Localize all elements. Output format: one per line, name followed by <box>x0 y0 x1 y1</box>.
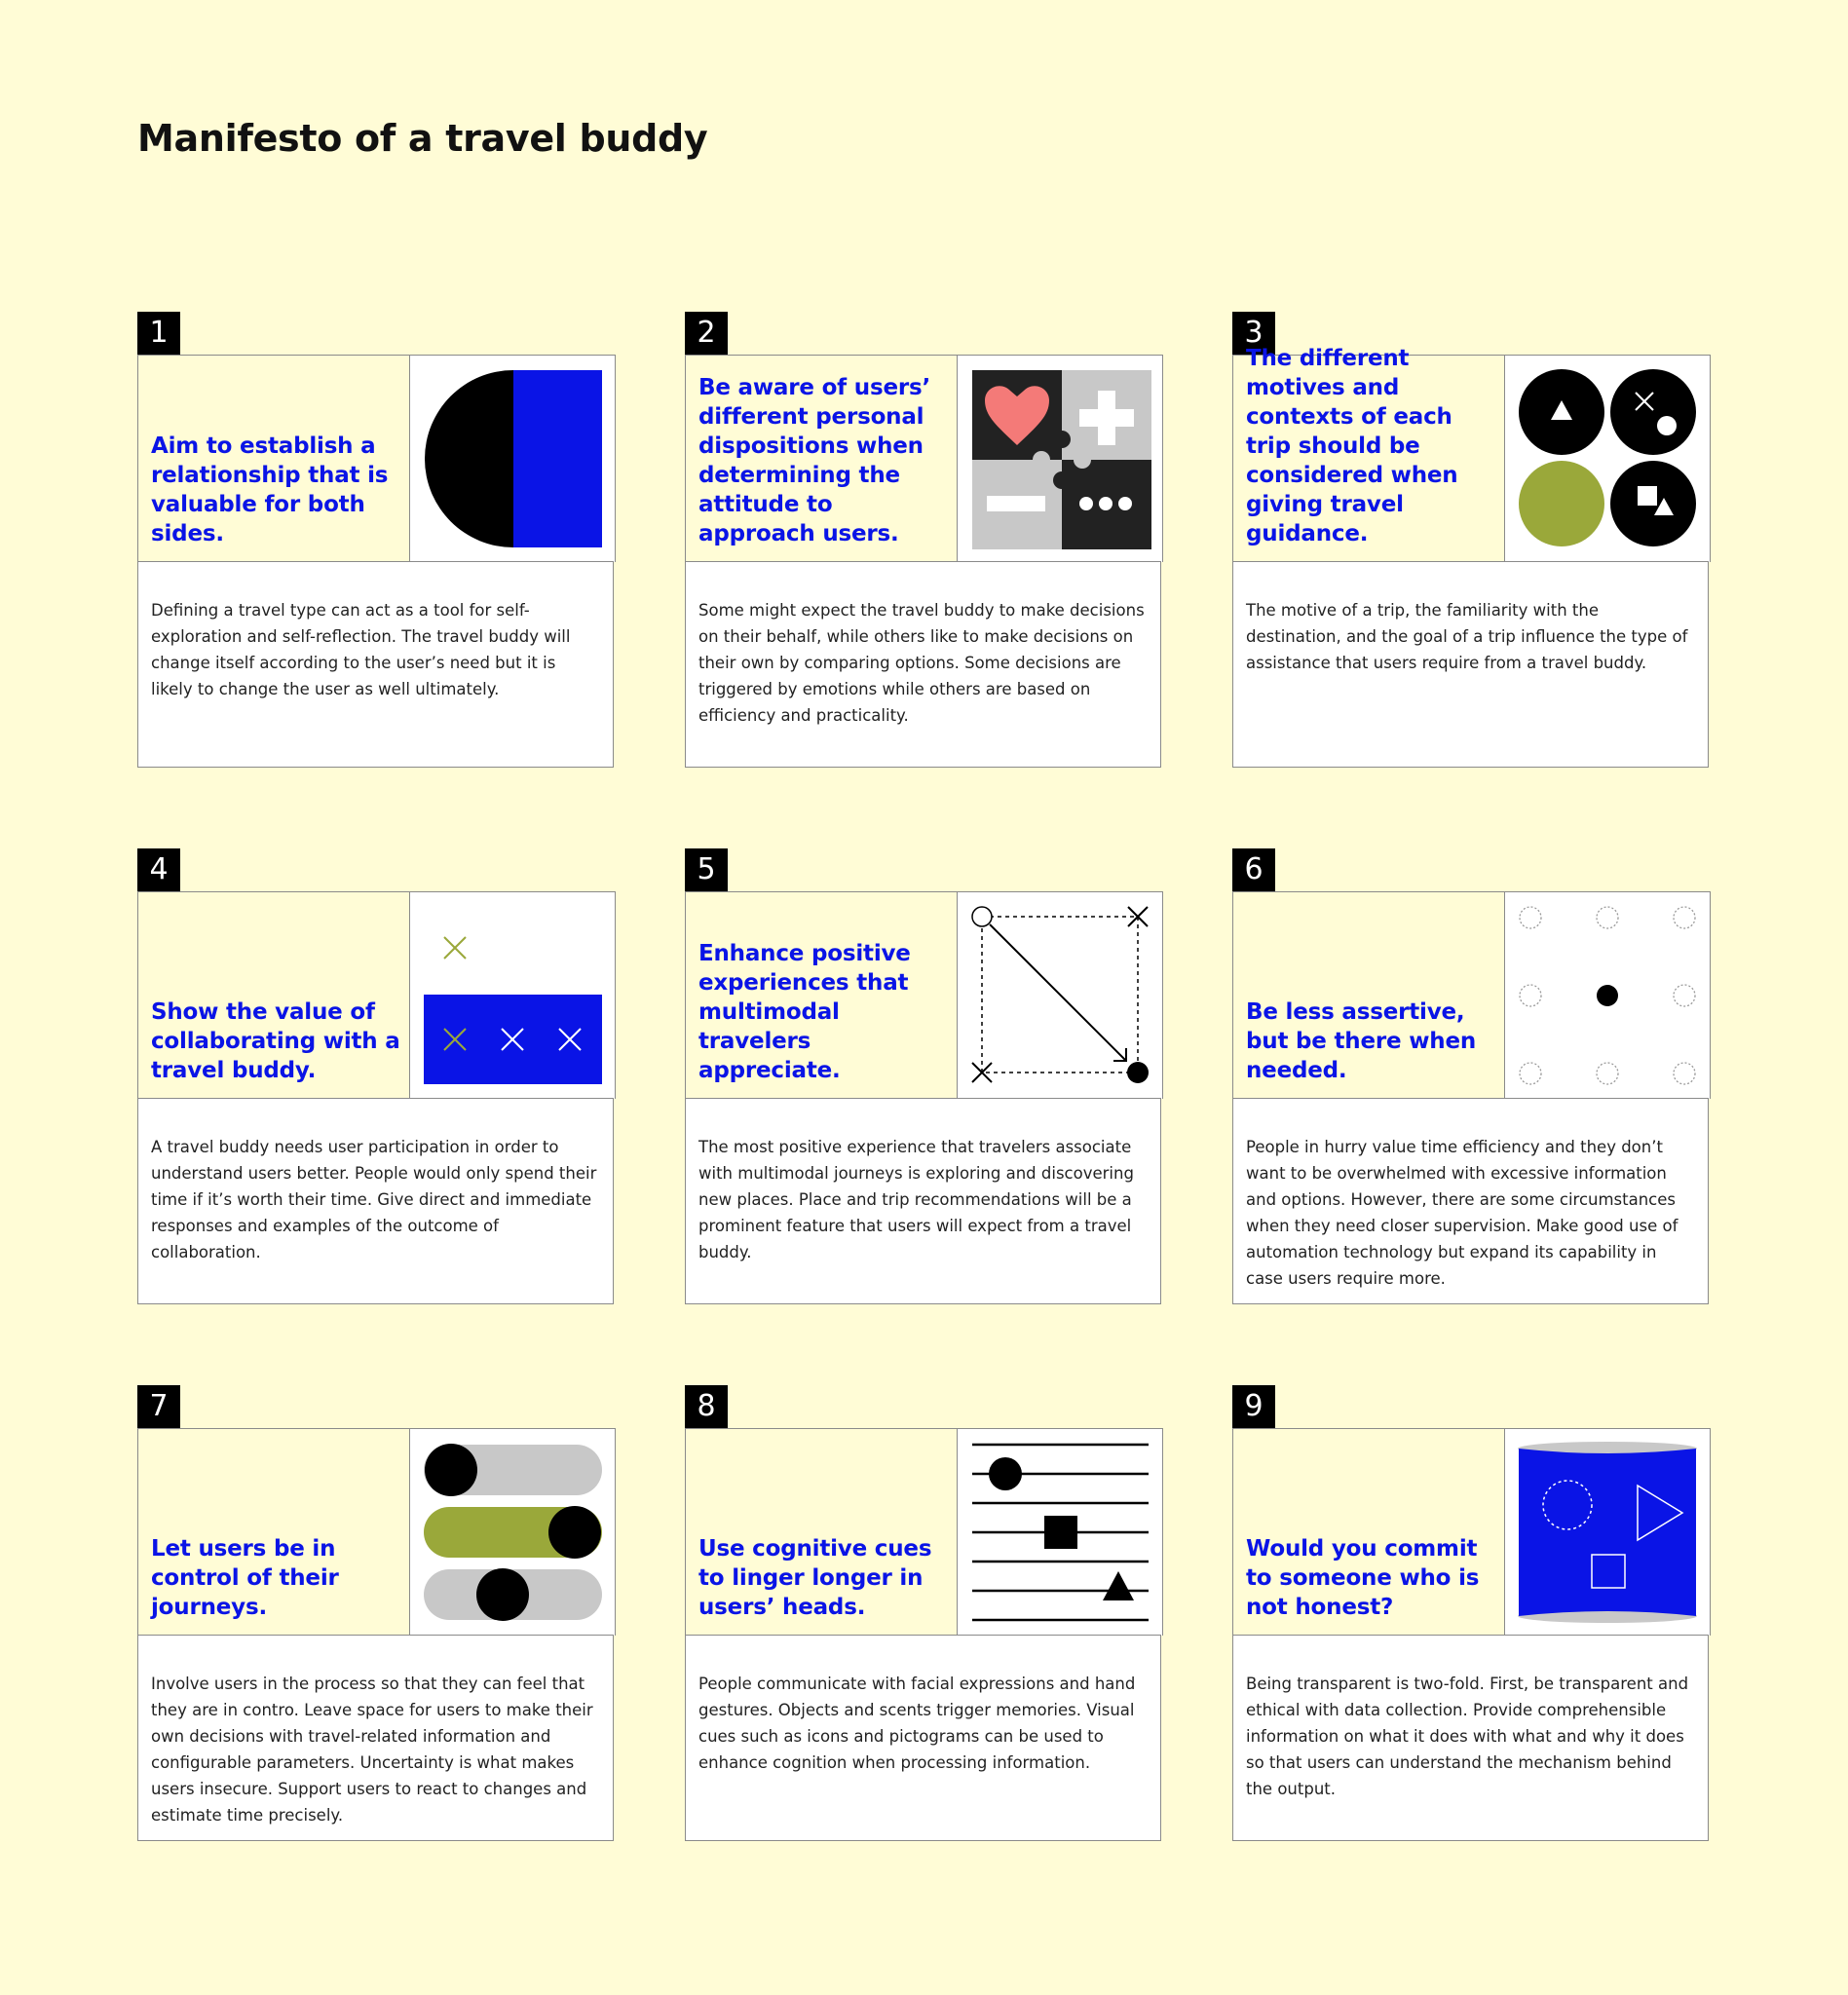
card-number: 6 <box>1232 848 1275 891</box>
staff-lines-shapes-icon <box>958 1429 1162 1636</box>
card-headline: Enhance positive experiences that multimodal travelers appreciate. <box>698 941 911 1083</box>
manifesto-card-3 <box>1232 312 1711 770</box>
manifesto-card-1 <box>137 312 616 770</box>
card-body-text: People communicate with facial expressions and hand gestures. Objects and scents trigger memories. Visual cues such as icons and pictograms can be used to enhance cognition when processing information. <box>698 1675 1136 1772</box>
card-headline: Use cognitive cues to linger longer in users’ heads. <box>698 1536 932 1620</box>
manifesto-card-2 <box>685 312 1163 770</box>
card-number: 1 <box>137 312 180 355</box>
card-headline: Be aware of users’ different personal dispositions when determining the attitude to approach users. <box>698 375 931 546</box>
card-headline: Would you commit to someone who is not honest? <box>1246 1536 1480 1620</box>
crosses-icon <box>410 892 615 1099</box>
toggle-sliders-icon <box>410 1429 615 1636</box>
manifesto-card-6 <box>1232 848 1711 1306</box>
card-headline: Show the value of collaborating with a travel buddy. <box>151 999 400 1083</box>
card-body-text: Involve users in the process so that they can feel that they are in contro. Leave space for users to make their own decisions with travel-related information and configurable parameters. Uncertainty is what makes users insecure. Support users to react to changes and estimate time precisely. <box>151 1675 593 1825</box>
manifesto-card-7 <box>137 1385 616 1843</box>
diagonal-arrow-icon <box>958 892 1162 1099</box>
manifesto-card-4 <box>137 848 616 1306</box>
card-body-text: A travel buddy needs user participation in order to understand users better. People would only spend their time if it’s worth their time. Give direct and immediate responses and examples of the outcome of collaboration. <box>151 1138 597 1261</box>
card-headline: Aim to establish a relationship that is valuable for both sides. <box>151 433 389 546</box>
card-number: 4 <box>137 848 180 891</box>
card-body-text: The motive of a trip, the familiarity with the destination, and the goal of a trip influence the type of assistance that users require from a travel buddy. <box>1246 601 1688 672</box>
manifesto-card-5 <box>685 848 1163 1306</box>
card-body-text: Some might expect the travel buddy to make decisions on their behalf, while others like to make decisions on their own by comparing options. Some decisions are triggered by emotions while others are based on efficiency and practicality. <box>698 601 1145 725</box>
transparent-screen-icon <box>1505 1429 1710 1636</box>
heart-plus-minus-dots-icon <box>958 356 1162 562</box>
card-body-text: The most positive experience that travelers associate with multimodal journeys is exploring and discovering new places. Place and trip recommendations will be a prominent feature that users will expect from a travel buddy. <box>698 1138 1134 1261</box>
card-body-text: People in hurry value time efficiency and they don’t want to be overwhelmed with excessive information and options. However, there are some circumstances when they need closer supervision. Make good use of automation technology but expand its capability in case users require more. <box>1246 1138 1678 1288</box>
dot-grid-icon <box>1505 892 1710 1099</box>
manifesto-card-8 <box>685 1385 1163 1843</box>
card-body-text: Defining a travel type can act as a tool for self-exploration and self-reflection. The travel buddy will change itself according to the user’s need but it is likely to change the user as well ultimately. <box>151 601 571 698</box>
half-circle-and-square-icon <box>410 356 615 562</box>
manifesto-card-9 <box>1232 1385 1711 1843</box>
card-headline: The different motives and contexts of each trip should be considered when giving travel guidance. <box>1246 346 1458 546</box>
card-headline: Be less assertive, but be there when needed. <box>1246 999 1477 1083</box>
card-number: 9 <box>1232 1385 1275 1428</box>
card-number: 2 <box>685 312 728 355</box>
card-number: 8 <box>685 1385 728 1428</box>
card-number: 7 <box>137 1385 180 1428</box>
page-title: Manifesto of a travel buddy <box>137 117 708 160</box>
four-circles-icon <box>1505 356 1710 562</box>
card-number: 5 <box>685 848 728 891</box>
card-headline: Let users be in control of their journeys. <box>151 1536 339 1620</box>
card-number: 3 <box>1232 312 1275 355</box>
card-body-text: Being transparent is two-fold. First, be transparent and ethical with data collection. Provide comprehensible information on what it does with what and why it does so that users can understand the mechanism behind the output. <box>1246 1675 1689 1798</box>
